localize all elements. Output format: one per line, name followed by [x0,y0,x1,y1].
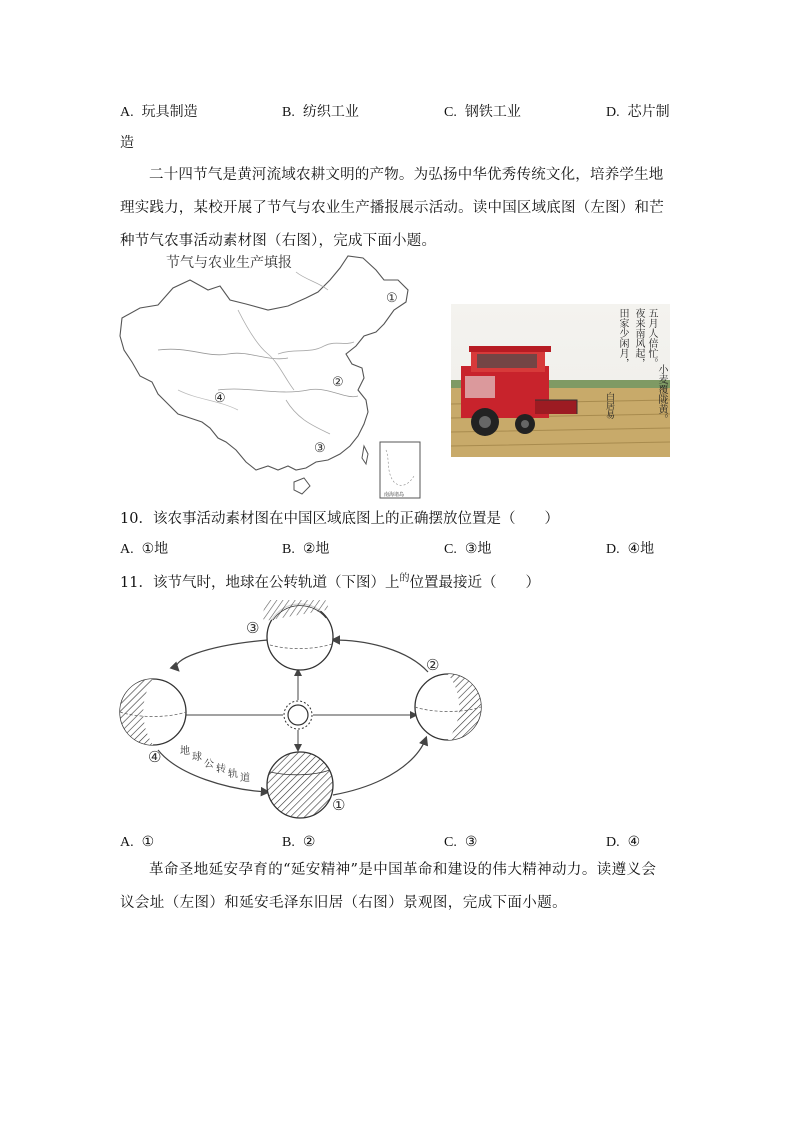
earth-position-1 [267,752,333,818]
map-label-2: ② [332,375,344,390]
orbit-text-6: 道 [240,773,250,784]
map-label-1: ① [386,291,398,306]
orbit-label-2: ② [426,656,440,674]
orbit-label-3: ③ [246,619,260,637]
q9-option-d: D. 芯片制 [606,104,670,120]
orbit-diagram [118,600,488,825]
orbit-label-1: ① [332,796,346,814]
intro-paragraph-1: 二十四节气是黄河流域农耕文明的产物。为弘扬中华优秀传统文化，培养学生地理实践力，某校开展了节气与农业生产播报展示活动。读中国区域底图（左图）和芒种节气农事活动素材图（右图），完成下面小题。 [120,167,664,249]
orbit-label-4: ④ [148,748,162,766]
q11-stem: 11．该节气时，地球在公转轨道（下图）上$^的$位置最接近（ ） [120,573,540,591]
q11-option-d[interactable]: D. ④ [606,834,641,850]
q9-option-d-wrap: 造 [120,135,134,151]
sun-icon [284,701,312,729]
q9-option-a: A. 玩具制造 [120,104,198,120]
earth-position-4 [120,679,186,745]
poem-col-2: 夜来南风起， [633,308,644,368]
q10-option-a[interactable]: A. ①地 [120,541,169,557]
orbit-text-2: 球 [192,752,202,763]
china-map-figure [118,250,423,502]
earth-position-3 [258,600,333,670]
orbit-text-4: 转 [216,764,226,775]
q10-option-c[interactable]: C. ③地 [444,541,492,557]
inset-caption: 南海诸岛 [384,492,405,498]
q10-stem: 10．该农事活动素材图在中国区域底图上的正确摆放位置是（ ） [120,511,559,527]
orbit-text-5: 轨 [228,769,238,780]
q11-option-a[interactable]: A. ① [120,834,155,850]
map-label-3: ③ [314,441,326,456]
q10-option-b[interactable]: B. ②地 [282,541,330,557]
harvest-photo [451,304,670,457]
map-title: 节气与农业生产填报 [166,255,292,271]
q11-option-b[interactable]: B. ② [282,834,316,850]
q9-option-c: C. 钢铁工业 [444,104,521,120]
poem-col-3: 五月人倍忙。 [646,308,657,368]
earth-position-2 [415,674,481,740]
poem-col-1: 田家少闲月， [617,308,628,368]
orbit-text-1: 地 [180,746,190,757]
q10-option-d[interactable]: D. ④地 [606,541,655,557]
poem-col-4: 小麦覆陇黄。 [656,364,667,424]
map-label-4: ④ [214,391,226,406]
poem-author: 白居易 [604,392,614,419]
orbit-svg [118,600,488,825]
q9-option-b: B. 纺织工业 [282,104,359,120]
orbit-text-3: 公 [204,759,214,770]
china-map-svg [118,250,423,502]
q11-option-c[interactable]: C. ③ [444,834,478,850]
intro-paragraph-2: 革命圣地延安孕育的“延安精神”是中国革命和建设的伟大精神动力。读遵义会议会址（左图）和延安毛泽东旧居（右图）景观图，完成下面小题。 [120,862,657,911]
